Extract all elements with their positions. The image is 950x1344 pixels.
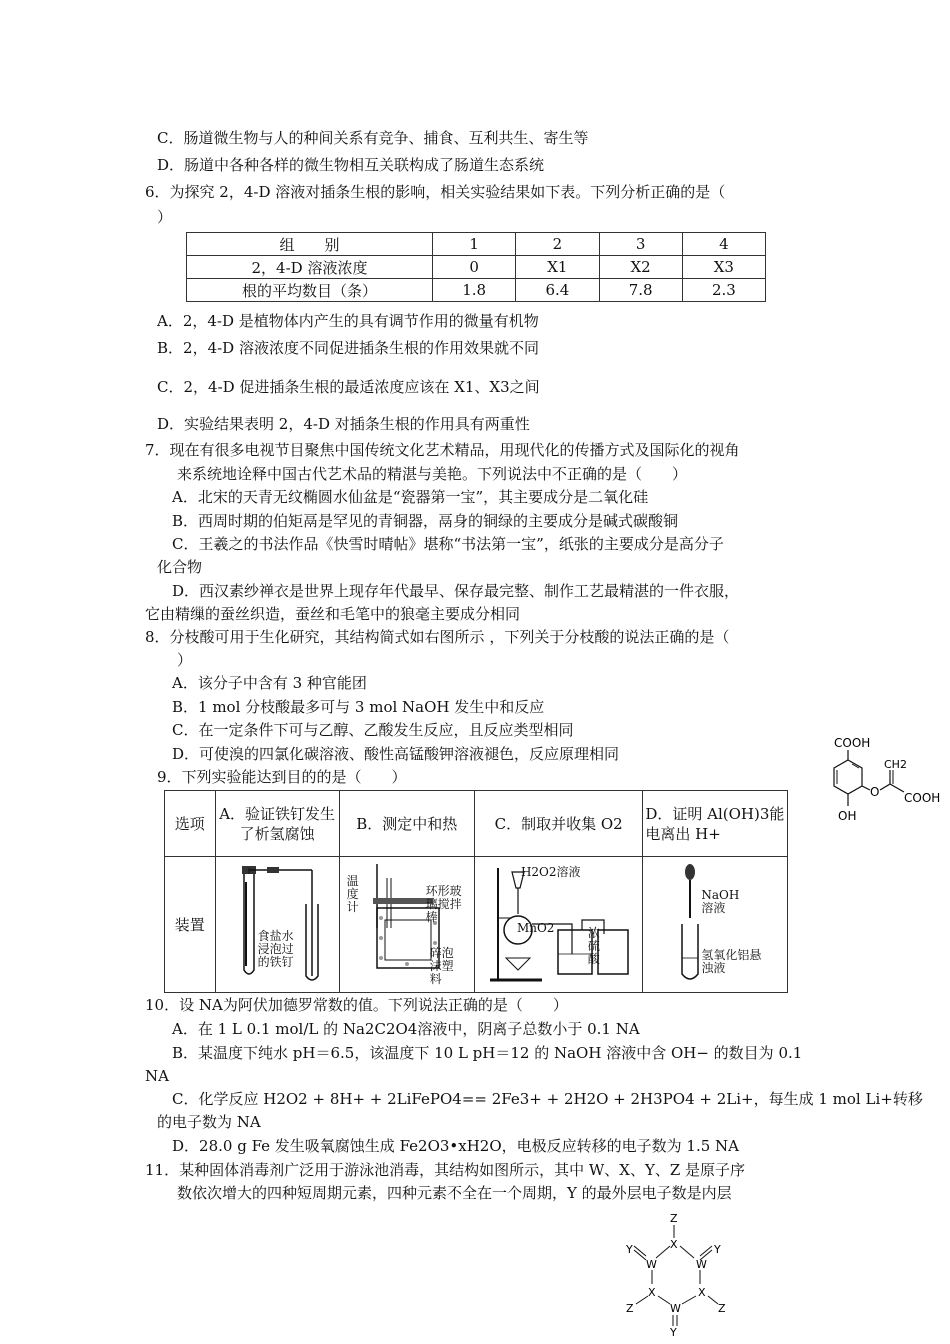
q10-option-c: C．化学反应 H2O2 + 8H+ + 2LiFePO4== 2Fe3+ + 2H2O + 2H3PO4 + 2Li+，每生成 1 mol Li+转移 (172, 1090, 923, 1108)
atom-x: X (648, 1286, 656, 1299)
table-cell: 2 (516, 233, 599, 256)
q7-option-c: C．王羲之的书法作品《快雪时晴帖》堪称“书法第一宝”，纸张的主要成分是高分子 (172, 535, 724, 553)
table-cell: 1 (433, 233, 516, 256)
atom-x: X (670, 1238, 678, 1251)
q7-stem-2: 来系统地诠释中国古代艺术品的精湛与美艳。下列说法中不正确的是（ ） (177, 465, 688, 483)
table-cell: 0 (433, 256, 516, 279)
conc-sulfuric-acid-label: 浓硫酸 (587, 926, 600, 966)
q9-stem: 9．下列实验能达到目的的是（ ） (157, 768, 407, 786)
atom-y: Y (714, 1243, 721, 1256)
atom-w: W (696, 1258, 707, 1271)
ch2-label: CH2 (884, 758, 907, 771)
mno2-label: MnO2 (516, 921, 555, 935)
q7-option-a: A．北宋的天青无纹椭圆水仙盆是“瓷器第一宝”，其主要成分是二氧化硅 (172, 488, 649, 506)
q7-option-c-2: 化合物 (157, 558, 203, 576)
cooh-label: COOH (834, 736, 871, 750)
q8-option-d: D．可使溴的四氯化碳溶液、酸性高锰酸钾溶液褪色，反应原理相同 (172, 745, 620, 763)
table-cell: 6.4 (516, 279, 599, 302)
apparatus-b (339, 857, 474, 993)
q7-option-d-2: 它由精缫的蚕丝织造，蚕丝和毛笔中的狼毫主要成分相同 (145, 605, 521, 623)
table-cell: B．测定中和热 (339, 791, 474, 857)
q6-option-d: D．实验结果表明 2，4-D 对插条生根的作用具有两重性 (157, 415, 530, 433)
q6-option-b: B．2，4-D 溶液浓度不同促进插条生根的作用效果就不同 (157, 339, 539, 357)
atom-w: W (646, 1258, 657, 1271)
apparatus-a (215, 857, 339, 993)
table-cell: 1.8 (433, 279, 516, 302)
q10-option-b-2: NA (145, 1067, 169, 1085)
table-cell: C．制取并收集 O2 (474, 791, 642, 857)
table-cell: X2 (599, 256, 682, 279)
atom-y: Y (626, 1243, 633, 1256)
q11-ring-structure (618, 1208, 738, 1338)
atom-z: Z (626, 1302, 634, 1315)
q10-option-d: D．28.0 g Fe 发生吸氧腐蚀生成 Fe2O3•xH2O，电极反应转移的电子数为 1.5 NA (172, 1137, 739, 1155)
cooh-label-2: COOH (904, 791, 941, 805)
aloh3-label: 氢氧化铝悬浊液 (701, 948, 762, 975)
table-cell: 选项 (165, 791, 216, 857)
table-row (165, 791, 788, 857)
table-row (165, 857, 788, 993)
table-cell: 根的平均数目（条） (187, 279, 433, 302)
q8-option-b: B．1 mol 分枝酸最多可与 3 mol NaOH 发生中和反应 (172, 698, 545, 716)
apparatus-a-caption: 食盐水浸泡过的铁钉 (257, 928, 294, 969)
table-row (187, 256, 766, 279)
line-5d: D．肠道中各种各样的微生物相互关联构成了肠道生态系统 (157, 156, 545, 174)
table-cell: 7.8 (599, 279, 682, 302)
q8-option-a: A．该分子中含有 3 种官能团 (172, 674, 367, 692)
q10-option-c-2: 的电子数为 NA (157, 1113, 261, 1131)
apparatus-d (643, 857, 788, 993)
q6-option-a: A．2，4-D 是植物体内产生的具有调节作用的微量有机物 (157, 312, 539, 330)
table-row (187, 233, 766, 256)
q10-option-a: A．在 1 L 0.1 mol/L 的 Na2C2O4溶液中，阴离子总数小于 0.1 NA (172, 1020, 640, 1038)
oh-label: OH (838, 809, 857, 823)
table-cell: 2，4-D 溶液浓度 (187, 256, 433, 279)
atom-y: Y (670, 1326, 677, 1338)
h2o2-label: H2O2溶液 (520, 865, 581, 879)
table-cell: X1 (516, 256, 599, 279)
thermometer-label: 温度计 (346, 874, 359, 914)
q10-stem: 10．设 NA为阿伏加德罗常数的值。下列说法正确的是（ ） (145, 996, 568, 1014)
line-5c: C．肠道微生物与人的种间关系有竞争、捕食、互利共生、寄生等 (157, 129, 589, 147)
q8-stem: 8．分枝酸可用于生化研究，其结构简式如右图所示 ，下列关于分枝酸的说法正确的是（ (145, 628, 730, 646)
table-q6 (186, 232, 766, 302)
table-cell: D．证明 Al(OH)3能电离出 H+ (643, 791, 788, 857)
table-cell: 2.3 (682, 279, 765, 302)
q8-option-c: C．在一定条件下可与乙醇、乙酸发生反应，且反应类型相同 (172, 721, 574, 739)
q10-option-b: B．某温度下纯水 pH＝6.5，该温度下 10 L pH＝12 的 NaOH 溶液中含 OH− 的数目为 0.1 (172, 1044, 803, 1062)
q6-stem: 6．为探究 2，4-D 溶液对插条生根的影响，相关实验结果如下表。下列分析正确的是（ (145, 183, 726, 201)
table-cell: 组 别 (187, 233, 433, 256)
naoh-label: NaOH溶液 (701, 888, 740, 915)
stirrer-label: 环形玻璃搅拌棒 (425, 884, 462, 924)
table-cell: 4 (682, 233, 765, 256)
q7-option-d: D．西汉素纱禅衣是世界上现存年代最早、保存最完整、制作工艺最精湛的一件衣服， (172, 582, 740, 600)
table-cell: A．验证铁钉发生了析氢腐蚀 (215, 791, 339, 857)
q6-option-c: C．2，4-D 促进插条生根的最适浓度应该在 X1、X3之间 (157, 378, 540, 396)
ether-o-label: O (870, 785, 880, 799)
foam-label: 碎泡沫塑料 (429, 946, 454, 986)
q7-option-b: B．西周时期的伯矩鬲是罕见的青铜器，鬲身的铜绿的主要成分是碱式碳酸铜 (172, 512, 679, 530)
table-cell: 装置 (165, 857, 216, 993)
q8-stem-end: ） (177, 651, 193, 669)
q7-stem: 7．现在有很多电视节目聚焦中国传统文化艺术精品，用现代化的传播方式及国际化的视角 (145, 441, 740, 459)
table-row (187, 279, 766, 302)
q11-stem-2: 数依次增大的四种短周期元素，四种元素不全在一个周期，Y 的最外层电子数是内层 (177, 1184, 732, 1202)
atom-z: Z (670, 1212, 678, 1225)
atom-x: X (698, 1286, 706, 1299)
atom-w: W (670, 1302, 681, 1315)
apparatus-c (474, 857, 642, 993)
table-cell: X3 (682, 256, 765, 279)
q11-stem: 11．某种固体消毒剂广泛用于游泳池消毒，其结构如图所示，其中 W、X、Y、Z 是原子序 (145, 1161, 746, 1179)
atom-z: Z (718, 1302, 726, 1315)
q6-stem-end: ） (157, 208, 173, 226)
table-cell: 3 (599, 233, 682, 256)
table-q9 (164, 790, 788, 993)
chorismic-acid-structure (812, 732, 948, 828)
